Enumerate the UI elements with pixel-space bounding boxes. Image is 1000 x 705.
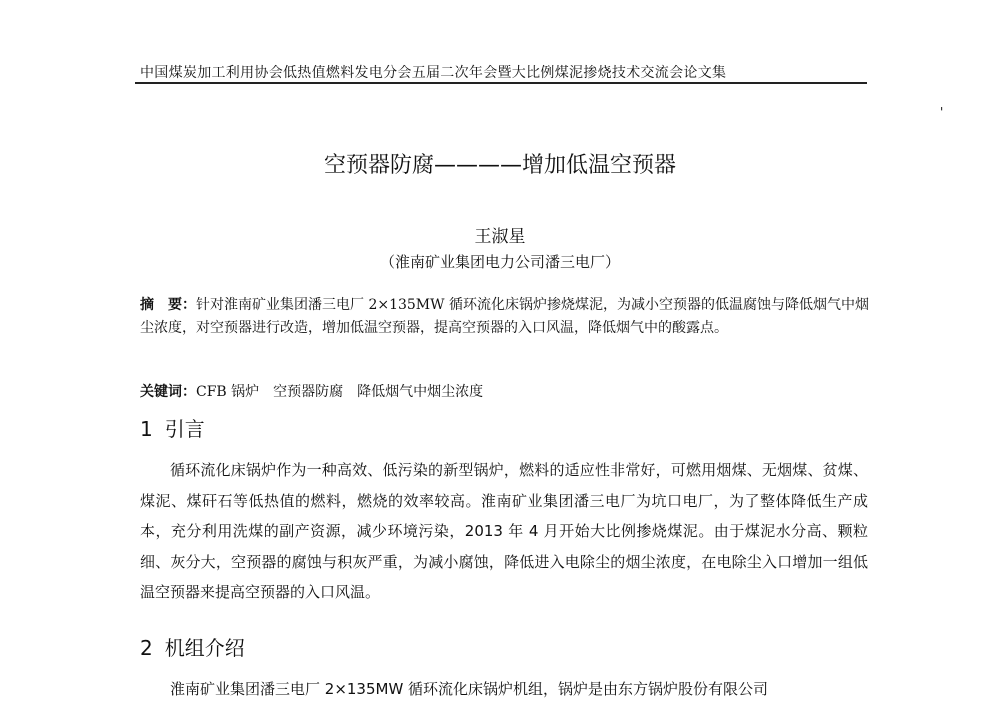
section-title: 机组介绍 <box>164 636 245 660</box>
keywords <box>140 381 870 401</box>
running-header: 中国煤炭加工利用协会低热值燃料发电分会五届二次年会暨大比例煤泥掺烧技术交流会论文集 <box>140 65 727 81</box>
section-heading-introduction <box>140 413 205 442</box>
section-heading-unit-introduction <box>140 632 245 661</box>
header-rule <box>135 82 867 84</box>
keyword-item: CFB 锅炉 <box>196 384 260 400</box>
section-number: 2 <box>140 636 153 660</box>
section-title: 引言 <box>164 417 205 441</box>
section-number: 1 <box>140 417 153 441</box>
abstract <box>140 294 870 340</box>
author-affiliation: （淮南矿业集团电力公司潘三电厂） <box>379 253 620 271</box>
abstract-text: 针对淮南矿业集团潘三电厂 2×135MW 循环流化床锅炉掺烧煤泥，为减小空预器的低温腐蚀与降低烟气中烟尘浓度，对空预器进行改造，增加低温空预器，提高空预器的入口风温，降低烟气中的酸露点。 <box>140 297 869 336</box>
stray-mark: ' <box>940 105 944 119</box>
paper-title: 空预器防腐————增加低温空预器 <box>323 153 676 178</box>
keyword-item: 降低烟气中烟尘浓度 <box>357 384 484 400</box>
keyword-item: 空预器防腐 <box>273 384 344 400</box>
author-name: 王淑星 <box>474 227 526 247</box>
abstract-label: 摘 要： <box>140 297 196 313</box>
section-paragraph: 淮南矿业集团潘三电厂 2×135MW 循环流化床锅炉机组，锅炉是由东方锅炉股份有限公司 <box>170 680 769 698</box>
keywords-label: 关键词： <box>140 384 196 400</box>
section-paragraph: 循环流化床锅炉作为一种高效、低污染的新型锅炉，燃料的适应性非常好，可燃用烟煤、无烟煤、贫煤、煤泥、煤矸石等低热值的燃料，燃烧的效率较高。淮南矿业集团潘三电厂为坑口电厂，为了整体降低生产成本，充分利用洗煤的副产资源，减少环境污染，2013 年 4 月开始大比例掺烧煤泥。由于煤泥水分高、颗粒细、灰分大，空预器的腐蚀与积灰严重，为减小腐蚀，降低进入电除尘的烟尘浓度，在电除尘入口增加一组低温空预器来提高空预器的入口风温。 <box>140 461 868 601</box>
